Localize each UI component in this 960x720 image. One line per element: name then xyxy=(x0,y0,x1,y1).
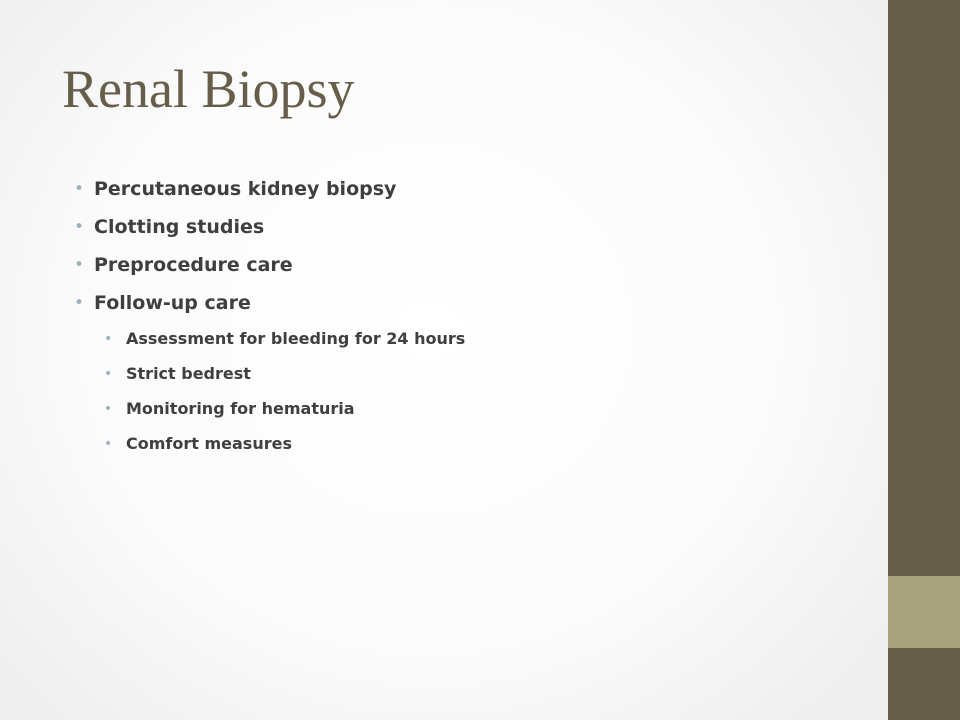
sub-bullet-text: Assessment for bleeding for 24 hours xyxy=(126,329,466,348)
slide-title: Renal Biopsy xyxy=(62,59,355,119)
sub-bullet-item xyxy=(74,394,854,429)
sub-bullet-text: Comfort measures xyxy=(126,434,292,453)
sub-bullet-dot: • xyxy=(104,331,113,347)
bullet-item xyxy=(74,210,854,248)
bullet-text: Follow-up care xyxy=(94,292,251,314)
bullet-item xyxy=(74,286,854,324)
sub-bullet-dot: • xyxy=(104,366,113,382)
bullet-dot: • xyxy=(74,293,85,313)
bullet-list xyxy=(74,172,854,464)
side-accent-block xyxy=(888,576,960,648)
sub-bullet-text: Monitoring for hematuria xyxy=(126,399,355,418)
bullet-text: Clotting studies xyxy=(94,216,265,238)
sub-bullet-item xyxy=(74,324,854,359)
sub-bullet-item xyxy=(74,359,854,394)
bullet-dot: • xyxy=(74,179,85,199)
bullet-dot: • xyxy=(74,255,85,275)
sub-bullet-dot: • xyxy=(104,401,113,417)
bullet-text: Preprocedure care xyxy=(94,254,293,276)
bullet-dot: • xyxy=(74,217,85,237)
bullet-item xyxy=(74,248,854,286)
bullet-text: Percutaneous kidney biopsy xyxy=(94,178,397,200)
bullet-item xyxy=(74,172,854,210)
sub-bullet-item xyxy=(74,429,854,464)
sub-bullet-dot: • xyxy=(104,436,113,452)
sub-bullet-text: Strict bedrest xyxy=(126,364,251,383)
